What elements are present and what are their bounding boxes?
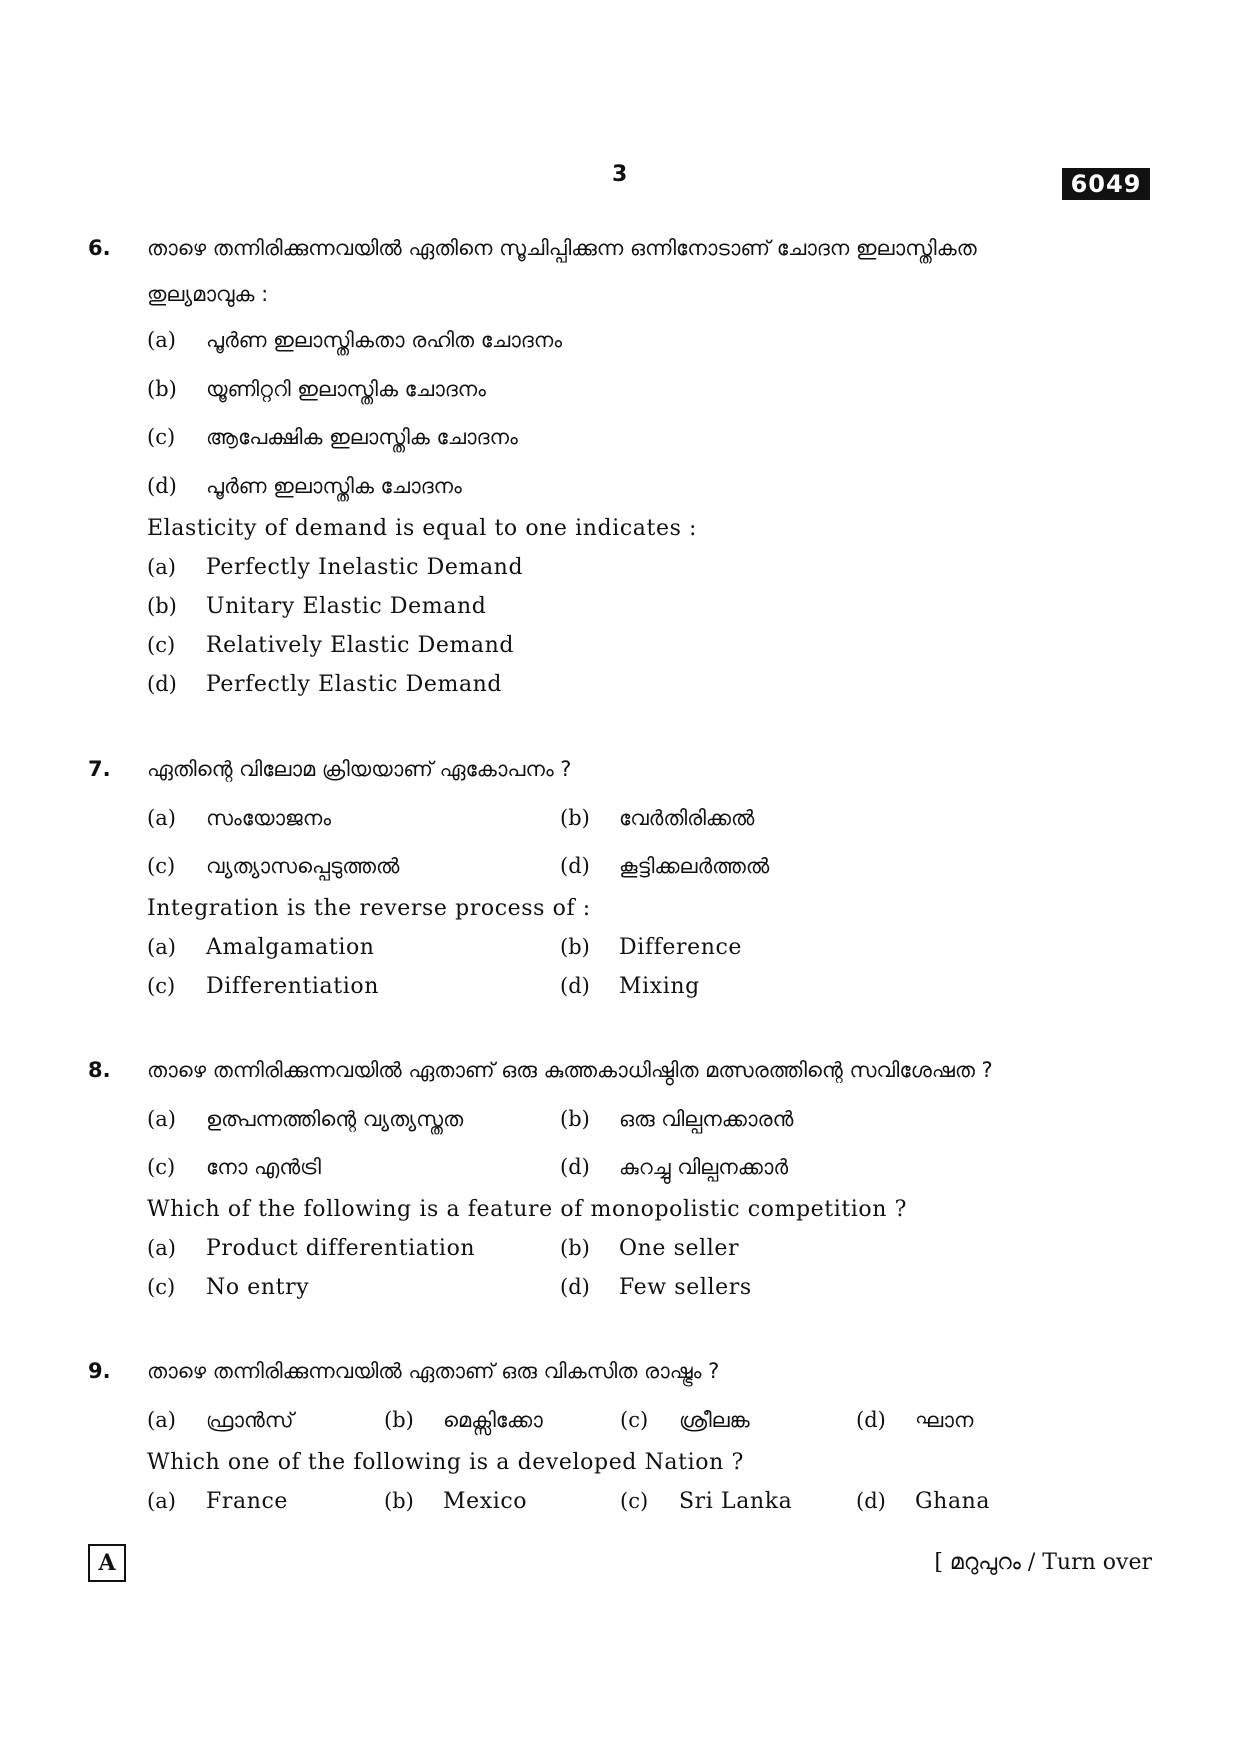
option-label-c: (c) xyxy=(620,1489,649,1513)
option-d-ml: പൂർണ ഇലാസ്തിക ചോദനം xyxy=(206,474,462,498)
option-label-c: (c) xyxy=(147,425,176,449)
option-c-ml: വ്യത്യാസപ്പെടുത്തൽ xyxy=(206,854,400,878)
page-number: 3 xyxy=(612,162,628,187)
option-d-en: Perfectly Elastic Demand xyxy=(206,672,503,697)
option-a-ml: ഉത്പന്നത്തിന്റെ വ്യത്യസ്തത xyxy=(206,1107,464,1131)
option-b-ml: ഒരു വില്പനക്കാരൻ xyxy=(619,1107,794,1131)
option-c-ml: ആപേക്ഷിക ഇലാസ്തിക ചോദനം xyxy=(206,425,518,449)
option-c-ml: നോ എൻട്രി xyxy=(206,1155,321,1179)
option-a-en: Perfectly Inelastic Demand xyxy=(206,555,524,580)
question-text-ml: ഏതിന്റെ വിലോമ ക്രിയയാണ് ഏകോപനം ? xyxy=(147,757,572,781)
option-label-d: (d) xyxy=(856,1489,886,1513)
option-c-en: Differentiation xyxy=(206,974,379,999)
option-label-c: (c) xyxy=(147,974,176,998)
option-label-b: (b) xyxy=(147,594,177,618)
question-text-en: Which of the following is a feature of monopolistic competition ? xyxy=(147,1197,908,1222)
option-b-ml: മെക്സിക്കോ xyxy=(443,1408,543,1432)
option-d-ml: കുറച്ചു വില്പനക്കാർ xyxy=(619,1155,789,1179)
option-label-b: (b) xyxy=(560,1107,590,1131)
option-label-a: (a) xyxy=(147,555,176,579)
option-b-en: Mexico xyxy=(443,1489,528,1514)
option-b-en: One seller xyxy=(619,1236,740,1261)
option-label-b: (b) xyxy=(560,806,590,830)
question-text-en: Integration is the reverse process of : xyxy=(147,896,591,921)
option-label-b: (b) xyxy=(384,1408,414,1432)
option-a-ml: പൂർണ ഇലാസ്തികതാ രഹിത ചോദനം xyxy=(206,328,563,352)
option-label-c: (c) xyxy=(147,1155,176,1179)
option-label-a: (a) xyxy=(147,328,176,352)
paper-code-badge: 6049 xyxy=(1062,168,1150,200)
question-text-ml: താഴെ തന്നിരിക്കുന്നവയിൽ ഏതാണ് ഒരു കുത്തകാധിഷ്ഠിത മത്സരത്തിന്റെ സവിശേഷത ? xyxy=(147,1058,993,1082)
option-b-en: Unitary Elastic Demand xyxy=(206,594,487,619)
option-d-en: Ghana xyxy=(915,1489,991,1514)
option-a-ml: സംയോജനം xyxy=(206,806,331,830)
option-label-a: (a) xyxy=(147,1408,176,1432)
option-label-d: (d) xyxy=(560,1155,590,1179)
option-label-a: (a) xyxy=(147,1236,176,1260)
question-number: 7. xyxy=(88,757,111,781)
option-b-en: Difference xyxy=(619,935,743,960)
option-c-en: Sri Lanka xyxy=(679,1489,793,1514)
question-text-ml-cont: തുല്യമാവുക : xyxy=(147,282,269,306)
option-label-d: (d) xyxy=(560,1275,590,1299)
option-d-en: Mixing xyxy=(619,974,700,999)
turn-over-text: [ മറുപുറം / Turn over xyxy=(934,1550,1152,1575)
option-label-d: (d) xyxy=(560,974,590,998)
version-box: A xyxy=(88,1544,126,1582)
question-number: 8. xyxy=(88,1058,111,1082)
option-d-ml: ഘാന xyxy=(915,1408,974,1432)
option-label-c: (c) xyxy=(147,1275,176,1299)
option-label-c: (c) xyxy=(620,1408,649,1432)
option-c-ml: ശ്രീലങ്ക xyxy=(679,1408,750,1432)
option-d-en: Few sellers xyxy=(619,1275,752,1300)
option-a-en: Product differentiation xyxy=(206,1236,476,1261)
option-b-ml: വേർതിരിക്കൽ xyxy=(619,806,755,830)
question-text-en: Elasticity of demand is equal to one indicates : xyxy=(147,516,698,541)
option-c-en: No entry xyxy=(206,1275,310,1300)
option-a-en: Amalgamation xyxy=(206,935,375,960)
option-c-en: Relatively Elastic Demand xyxy=(206,633,515,658)
option-label-a: (a) xyxy=(147,935,176,959)
option-a-ml: ഫ്രാൻസ് xyxy=(206,1408,294,1432)
question-number: 6. xyxy=(88,236,111,260)
question-text-en: Which one of the following is a developed Nation ? xyxy=(147,1450,744,1475)
option-label-d: (d) xyxy=(560,854,590,878)
option-label-b: (b) xyxy=(560,935,590,959)
option-label-b: (b) xyxy=(147,377,177,401)
option-label-c: (c) xyxy=(147,633,176,657)
option-label-a: (a) xyxy=(147,1489,176,1513)
option-label-c: (c) xyxy=(147,854,176,878)
option-label-a: (a) xyxy=(147,1107,176,1131)
option-label-b: (b) xyxy=(560,1236,590,1260)
option-label-d: (d) xyxy=(147,672,177,696)
option-label-d: (d) xyxy=(856,1408,886,1432)
option-label-a: (a) xyxy=(147,806,176,830)
option-a-en: France xyxy=(206,1489,289,1514)
question-number: 9. xyxy=(88,1359,111,1383)
option-d-ml: കൂട്ടിക്കലർത്തൽ xyxy=(619,854,770,878)
option-label-d: (d) xyxy=(147,474,177,498)
question-text-ml: താഴെ തന്നിരിക്കുന്നവയിൽ ഏതിനെ സൂചിപ്പിക്കുന്ന ഒന്നിനോടാണ് ചോദന ഇലാസ്തികത xyxy=(147,236,977,260)
option-label-b: (b) xyxy=(384,1489,414,1513)
question-text-ml: താഴെ തന്നിരിക്കുന്നവയിൽ ഏതാണ് ഒരു വികസിത രാഷ്ട്രം ? xyxy=(147,1359,720,1383)
option-b-ml: യൂണിറ്ററി ഇലാസ്തിക ചോദനം xyxy=(206,377,486,401)
